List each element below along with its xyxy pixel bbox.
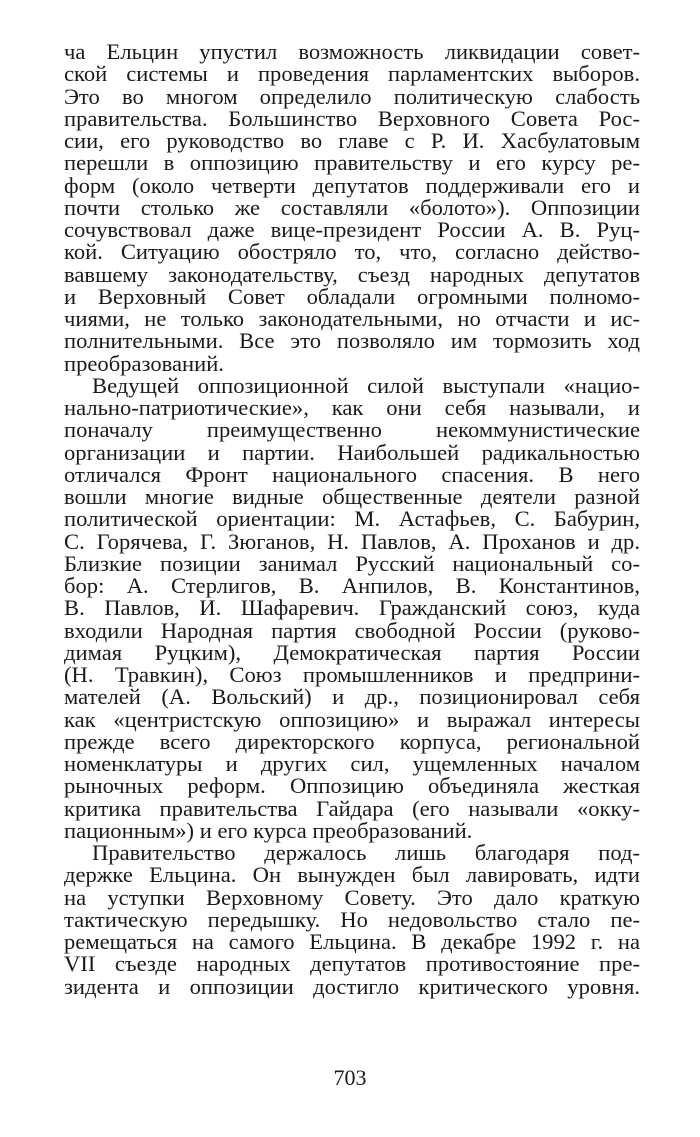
text-line: на уступки Верховному Совету. Это дало краткую: [64, 884, 640, 910]
text-line: организации и партии. Наибольшей радикальностью: [64, 439, 640, 465]
text-line: вавшему законодательству, съезд народных депутатов: [64, 261, 640, 287]
text-line: зидента и оппозиции достигло критического уровня.: [64, 973, 640, 999]
text-line: критика правительства Гайдара (его называли «окку-: [64, 795, 640, 821]
paragraph-1: [64, 41, 640, 375]
text-line: перешли в оппозицию правительству и его курсу ре-: [64, 150, 640, 176]
text-line: форм (около четверти депутатов поддерживали его и: [64, 172, 640, 198]
text-line: вошли многие видные общественные деятели разной: [64, 484, 640, 509]
page-number: 703: [333, 1065, 367, 1090]
page-body: [64, 41, 640, 998]
text-line: В. Павлов, И. Шафаревич. Гражданский союз, куда: [64, 595, 640, 621]
text-line: сии, его руководство во главе с Р. И. Хасбулатовым: [64, 128, 640, 153]
text-line: мателей (А. Вольский) и др., позиционировал себя: [64, 684, 640, 710]
text-line: Близкие позиции занимал Русский национальный со-: [64, 550, 640, 576]
text-line: номенклатуры и других сил, ущемленных началом: [64, 751, 640, 776]
text-line: и Верховный Совет обладали огромными полномо-: [64, 283, 640, 309]
text-line: чиями, не только законодательными, но отчасти и ис-: [64, 306, 640, 331]
text-line: тактическую передышку. Но недовольство стало пе-: [64, 906, 640, 932]
text-line: входили Народная партия свободной России (руково-: [64, 617, 640, 643]
text-line: VII съезде народных депутатов противостояние пре-: [64, 951, 640, 977]
text-line: почти столько же составляли «болото»). Оппозиции: [64, 194, 640, 220]
text-line: ча Ельцин упустил возможность ликвидации совет-: [64, 39, 640, 64]
text-line: ской системы и проведения парламентских выборов.: [64, 61, 640, 87]
paragraph-3: [64, 842, 640, 998]
text-line: держке Ельцина. Он вынужден был лавировать, идти: [64, 862, 640, 888]
text-line: прежде всего директорского корпуса, региональной: [64, 728, 640, 754]
text-line: пационным») и его курса преобразований.: [64, 817, 473, 843]
text-line: преобразований.: [64, 350, 224, 376]
text-line: (Н. Травкин), Союз промышленников и предприни-: [64, 662, 640, 687]
text-line: поначалу преимущественно некоммунистические: [64, 417, 640, 443]
text-line: ремещаться на самого Ельцина. В декабре 1992 г. на: [64, 929, 640, 954]
text-line: рыночных реформ. Оппозицию объединяла жесткая: [64, 773, 640, 799]
text-line: политической ориентации: М. Астафьев, С. Бабурин,: [64, 506, 640, 532]
text-line: Это во многом определило политическую слабость: [64, 83, 640, 109]
text-line: нально-патриотические», как они себя называли, и: [64, 395, 640, 420]
text-line: отличался Фронт национального спасения. В него: [64, 461, 640, 487]
text-line: правительства. Большинство Верховного Совета Рос-: [64, 105, 640, 131]
text-line: сочувствовал даже вице-президент России А. В. Руц-: [64, 217, 640, 242]
text-line: димая Руцким), Демократическая партия России: [64, 639, 640, 665]
text-line: как «центристскую оппозицию» и выражал интересы: [64, 706, 640, 732]
text-line: С. Горячева, Г. Зюганов, Н. Павлов, А. Проханов и др.: [64, 528, 640, 554]
text-line: полнительными. Все это позволяло им тормозить ход: [64, 328, 640, 354]
paragraph-2: [64, 372, 640, 843]
text-line: Правительство держалось лишь благодаря под-: [92, 840, 640, 865]
text-line: кой. Ситуацию обостряло то, что, согласно действо-: [64, 239, 640, 265]
text-line: Ведущей оппозиционной силой выступали «нацио-: [92, 372, 640, 398]
text-line: бор: А. Стерлигов, В. Анпилов, В. Константинов,: [64, 573, 640, 598]
